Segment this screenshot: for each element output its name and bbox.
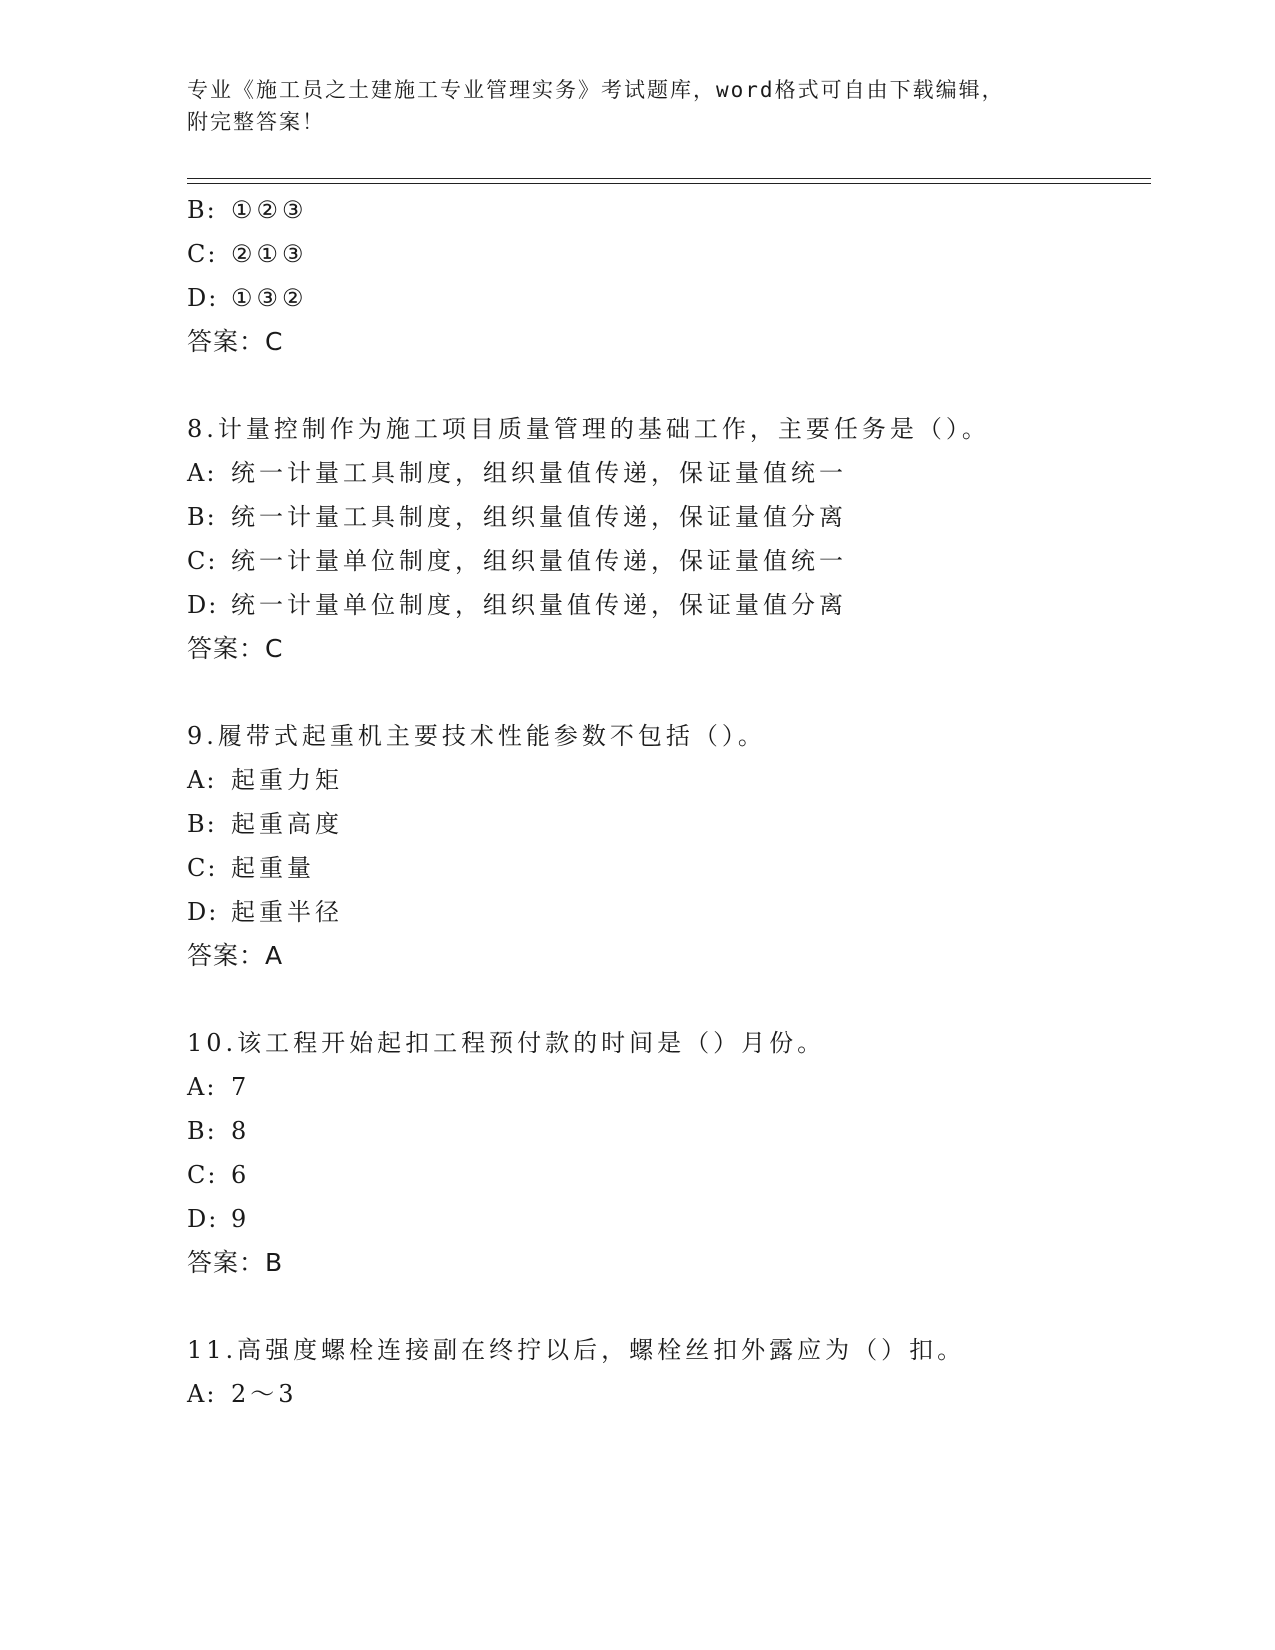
option-row — [187, 1072, 250, 1102]
option-row — [187, 590, 847, 620]
option-key: B: — [187, 196, 217, 224]
option-key: B: — [187, 1117, 217, 1145]
option-row — [187, 239, 308, 269]
option-text: 6 — [231, 1161, 251, 1189]
header-title-line-1: 专业《施工员之土建施工专业管理实务》考试题库，word格式可自由下载编辑， — [187, 78, 1005, 102]
option-text: 2～3 — [231, 1380, 298, 1408]
option-row — [187, 283, 308, 313]
option-text: ②①③ — [231, 240, 308, 268]
question-title: 9.履带式起重机主要技术性能参数不包括（）。 — [187, 722, 766, 750]
option-row — [187, 853, 315, 883]
option-text: 7 — [231, 1073, 251, 1101]
option-key: C: — [187, 547, 218, 575]
option-key: A: — [187, 1073, 217, 1101]
option-text: 统一计量单位制度，组织量值传递，保证量值分离 — [231, 591, 847, 619]
option-text: 8 — [231, 1117, 251, 1145]
option-key: C: — [187, 240, 218, 268]
document-header — [187, 74, 1087, 138]
option-key: B: — [187, 810, 217, 838]
option-key: D: — [187, 284, 219, 312]
option-key: D: — [187, 1205, 219, 1233]
header-divider-bottom — [187, 183, 1151, 184]
option-row — [187, 195, 308, 225]
option-row — [187, 502, 847, 532]
option-key: D: — [187, 591, 219, 619]
option-row — [187, 897, 343, 927]
question-title: 11.高强度螺栓连接副在终拧以后，螺栓丝扣外露应为（）扣。 — [187, 1336, 966, 1364]
option-text: ①②③ — [231, 196, 308, 224]
option-text: 起重高度 — [231, 810, 343, 838]
answer-line: 答案：C — [187, 634, 284, 663]
option-row — [187, 1204, 250, 1234]
option-key: B: — [187, 503, 217, 531]
option-key: A: — [187, 766, 217, 794]
option-key: D: — [187, 898, 219, 926]
answer-line: 答案：A — [187, 941, 284, 970]
option-text: 统一计量单位制度，组织量值传递，保证量值统一 — [231, 547, 847, 575]
option-text: 起重量 — [231, 854, 315, 882]
option-row — [187, 765, 343, 795]
option-row — [187, 1116, 250, 1146]
answer-line: 答案：B — [187, 1248, 284, 1277]
option-key: A: — [187, 1380, 217, 1408]
question-title: 10.该工程开始起扣工程预付款的时间是（）月份。 — [187, 1029, 826, 1057]
option-text: 统一计量工具制度，组织量值传递，保证量值分离 — [231, 503, 847, 531]
option-key: A: — [187, 459, 217, 487]
option-key: C: — [187, 1161, 218, 1189]
option-text: 9 — [231, 1205, 251, 1233]
option-text: 起重半径 — [231, 898, 343, 926]
option-row — [187, 1160, 250, 1190]
option-text: 起重力矩 — [231, 766, 343, 794]
option-row — [187, 458, 847, 488]
option-row — [187, 546, 847, 576]
question-title: 8.计量控制作为施工项目质量管理的基础工作，主要任务是（）。 — [187, 415, 990, 443]
option-text: 统一计量工具制度，组织量值传递，保证量值统一 — [231, 459, 847, 487]
answer-line: 答案：C — [187, 327, 284, 356]
option-row — [187, 809, 343, 839]
option-text: ①③② — [231, 284, 308, 312]
option-key: C: — [187, 854, 218, 882]
header-title-line-2: 附完整答案！ — [187, 110, 325, 134]
header-divider-top — [187, 178, 1151, 179]
option-row — [187, 1379, 298, 1409]
